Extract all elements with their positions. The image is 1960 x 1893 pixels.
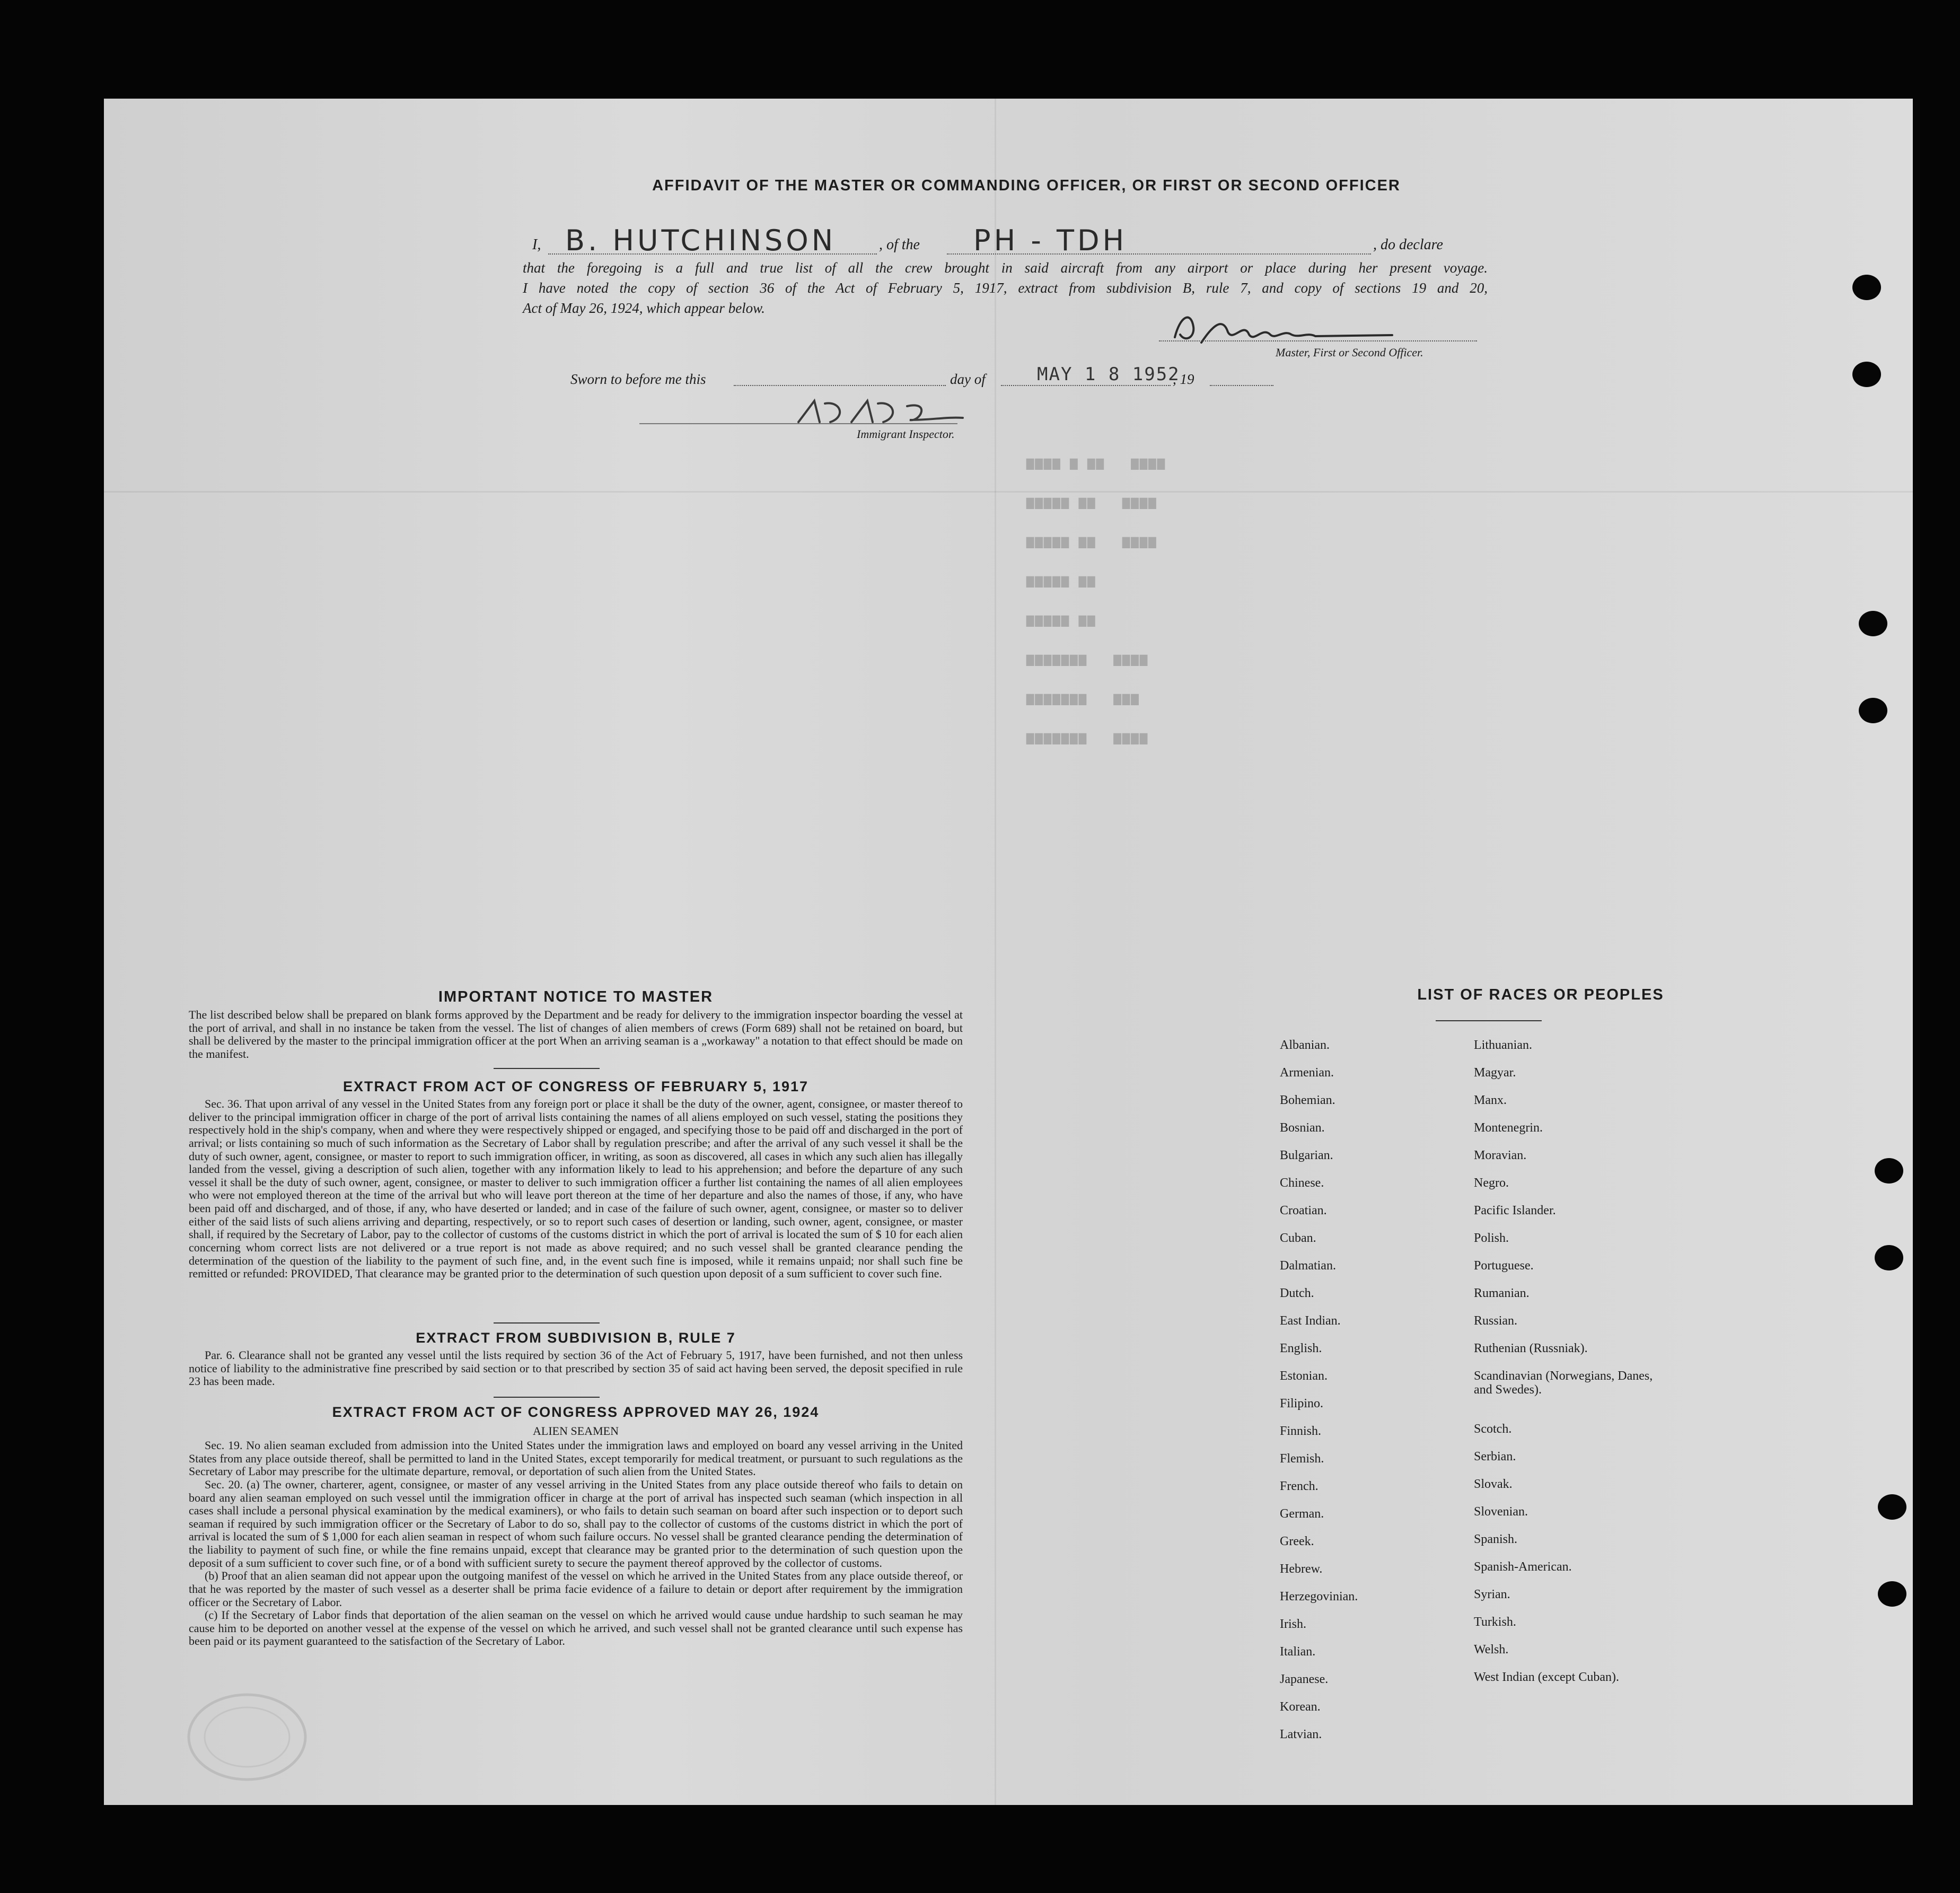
race-item: Slovak.	[1474, 1477, 1513, 1491]
races-title: LIST OF RACES OR PEOPLES	[1417, 986, 1664, 1003]
binder-hole	[1875, 1158, 1903, 1184]
race-item: Hebrew.	[1280, 1562, 1323, 1576]
extract-1924-subtitle: ALIEN SEAMEN	[533, 1424, 619, 1438]
race-item: Rumanian.	[1474, 1286, 1530, 1300]
race-item: Croatian.	[1280, 1204, 1327, 1217]
binder-hole	[1852, 275, 1881, 300]
year-prefix: , 19	[1173, 371, 1194, 387]
master-caption: Master, First or Second Officer.	[1276, 346, 1423, 359]
inspector-caption: Immigrant Inspector.	[857, 427, 955, 441]
race-item: Ruthenian (Russniak).	[1474, 1342, 1588, 1355]
race-item: Scotch.	[1474, 1422, 1512, 1436]
inspector-signature-line	[639, 423, 957, 424]
race-item: Greek.	[1280, 1535, 1314, 1548]
race-item: Portuguese.	[1474, 1259, 1534, 1273]
race-item: East Indian.	[1280, 1314, 1341, 1328]
race-item: German.	[1280, 1507, 1324, 1521]
affidavit-title: AFFIDAVIT OF THE MASTER OR COMMANDING OFFICER, OR FIRST OR SECOND OFFICER	[652, 177, 1401, 194]
race-item: Montenegrin.	[1474, 1121, 1543, 1135]
race-item: Latvian.	[1280, 1728, 1322, 1741]
race-item: Turkish.	[1474, 1615, 1516, 1629]
race-item: Welsh.	[1474, 1643, 1509, 1657]
date-stamp: MAY 1 8 1952	[1037, 364, 1180, 385]
extract-1924-sec20c: (c) If the Secretary of Labor finds that deportation of the alien seaman on the vessel on which he arrived would cause undue hardship to such seaman he may cause him to be deported on another vessel at the expense of the vessel on which he arrived, and such vessel shall not be granted clearance until such expense has been paid or its payment guaranteed to the satisfaction of the Secretary of Labor.	[189, 1608, 963, 1648]
section-divider	[494, 1322, 600, 1324]
document-sheet: ▆▆▆▆ ▆ ▆▆ ▆▆▆▆ ▆▆▆▆▆ ▆▆ ▆▆▆▆ ▆▆▆▆▆ ▆▆ ▆▆▆▆ ▆▆▆▆▆ ▆▆ ▆▆▆▆▆ ▆▆ ▆▆▆▆▆▆▆ ▆▆▆▆ ▆▆▆▆▆▆▆ ▆▆▆ ▆▆▆▆▆▆▆ ▆▆▆▆ AFFIDAVIT OF THE MASTER OR COMMANDING OFFICER, OR FIRST OR SECOND OFFICER I, B. HUTCHINSON , of the PH - TDH , do declare that the foregoing is a full and true list of all the crew brought in said aircraft from any airport or place during her present voyage. I have noted the copy of section 36 of the Act of February 5, 1917, extract from subdivision B, rule 7, and copy of sections 19 and 20, Act of May 26, 1924, which appear below. Master, First or Second Officer. Sworn to before me this day of MAY 1 8 1952 , 19 Immigrant Inspector. IMPORTANT NOTICE TO MASTER The list described below shall be prepared on blank forms approved by the Department and be ready for delivery to the immigration inspector boarding the vessel at the port of arrival, and shall in no instance be taken from the vessel. The list of changes of alien members of crews (Form 689) shall not be retained on board, but shall be delivered by the master to the principal immigration officer at the port When an arriving seaman is a „workaway" a notation to that effect should be made on the manifest. EXTRACT FROM ACT OF CONGRESS OF FEBRUARY 5, 1917 Sec. 36. That upon arrival of any vessel in the United States from any foreign port or place it shall be the duty of the owner, agent, consignee, or master thereof to deliver to the principal immigration officer in charge of the port of arrival lists containing the names of all aliens employed on such vessel, stating the positions they respectively hold in the ship's company, when and where they were respectively shipped or engaged, and specifying those to be paid off and discharged in the port of arrival; or lists containing so much of such information as the Secretary of Labor shall by regulation prescribe; and after the arrival of any such vessel it shall be the duty of such owner, agent, consignee, or master to report to such immigration officer, in writing, as soon as discovered, all cases in which any such alien has illegally landed from the vessel, giving a description of such alien, together with any information likely to lead to his apprehension; and before the departure of any such vessel it shall be the duty of such owner, agent, consignee, or master to deliver to such immigration officer a further list containing the names of all alien employees who were not employed thereon at the time of the arrival but who will leave port thereon at the time of her departure and also the names of those, if any, who have been paid off and discharged, and of those, if any, who have deserted or landed; and in case of the failure of such owner, agent, consignee, or master so to deliver either of the said lists of such aliens arriving and departing, respectively, or so to report such cases of desertion or landing, such owner, agent, consignee, or master shall, if required by the Secretary of Labor, pay to the collector of customs of the customs district in which the port of arrival is located the sum of $ 10 for each alien concerning whom correct lists are not delivered or a true report is not made as above required; and no such vessel shall be granted clearance pending the determination of the question of the liability to the payment of such fine, and, in the event such fine is imposed, while it remains unpaid; nor shall such fine be remitted or refunded: PROVIDED, That clearance may be granted prior to the determination of such question upon deposit of a sum sufficient to cover such fine. EXTRACT FROM SUBDIVISION B, RULE 7 Par. 6. Clearance shall not be granted any vessel until the lists required by section 36 of the Act of February 5, 1917, have been furnished, and not then unless notice of liability to the administrative fine prescribed by said section or to that prescribed by section 35 of said act having been served, the deposit specified in rule 23 has been made. EXTRACT FROM ACT OF CONGRESS APPROVED MAY 26, 1924 ALIEN SEAMEN Sec. 19. No alien seaman excluded from admission into the United States under the immigration laws and employed on board any vessel arriving in the United States from any place outside thereof, shall be permitted to land in the United States, except temporarily for medical treatment, or pursuant to such regulations as the Secretary of Labor may prescribe for the ultimate departure, removal, or deportation of such alien from the United States. Sec. 20. (a) The owner, charterer, agent, consignee, or master of any vessel arriving in the United States from any place outside thereof who fails to detain on board any alien seaman employed on such vessel until the immigration officer in charge at the port of arrival has inspected such seaman (which inspection in all cases shall include a personal physical examination by the medical examiners), or who fails to detain such seaman on board after such inspection or to deport such seaman if required by such immigration officer or the Secretary of Labor to do so, shall pay to the collector of customs of the customs district in which the port of arrival is located the sum of $ 1,000 for each alien seaman in respect of whom such failure occurs. No vessel shall be granted clearance pending the determination of the liability to payment of such fine, or while the fine remains unpaid, except that clearance may be granted prior to the determination of such question upon the deposit of a sum sufficient to cover such fine, or of a bond with sufficient surety to secure the payment thereof approved by the collector of customs. (b) Proof that an alien seaman did not appear upon the outgoing manifest of the vessel on which he arrived in the United States from any place outside thereof, or that he was reported by the master of such vessel as a deserter shall be prima facie evidence of a failure to detain or deport after requirement by the immigration officer or the Secretary of Labor. (c) If the Secretary of Labor finds that deportation of the alien seaman on the vessel on which he arrived would cause undue hardship to such seaman he may cause him to be deported on another vessel at the expense of the vessel on which he arrived, and such vessel shall not be granted clearance until such expense has been paid or its payment guaranteed to the satisfaction of the Secretary of Labor. LIST OF RACES OR PEOPLES Albanian. Armenian. Bohemian. Bosnian. Bulgarian. Chinese. Croatian. Cuban. Dalmatian. Dutch. East Indian. English. Estonian. Filipino. Finnish. Flemish. French. German. Greek. Hebrew. Herzegovinian. Irish. Italian. Japanese. Korean. Latvian. Lithuanian. Magyar. Manx. Montenegrin. Moravian. Negro. Pacific Islander. Polish. Portuguese. Rumanian. Russian. Ruthenian (Russniak). Scandinavian (Norwegians, Danes, and Swedes). Scotch. Serbian. Slovak. Slovenian. Spanish. Spanish-American. Syrian. Turkish. Welsh. West Indian (except Cuban).	[104, 99, 1913, 1805]
affidavit-statement-line1: that the foregoing is a full and true list of all the crew brought in said aircraft from any airport or place during her present voyage.	[523, 260, 1488, 276]
affidavit-statement-line3: Act of May 26, 1924, which appear below.	[523, 300, 765, 316]
race-item: Pacific Islander.	[1474, 1204, 1556, 1217]
do-declare-label: , do declare	[1373, 236, 1443, 253]
extract-1924-sec20b: (b) Proof that an alien seaman did not appear upon the outgoing manifest of the vessel on which he arrived in the United States from any place outside thereof, or that he was reported by the master of such vessel as a deserter shall be prima facie evidence of a failure to detain or deport after requirement by the immigration officer or the Secretary of Labor.	[189, 1569, 963, 1609]
embossed-seal	[183, 1689, 311, 1785]
races-title-rule	[1436, 1020, 1542, 1021]
section-divider	[494, 1397, 600, 1398]
extract-1917-title: EXTRACT FROM ACT OF CONGRESS OF FEBRUARY 5, 1917	[342, 1079, 809, 1094]
inspector-signature	[793, 385, 984, 433]
sworn-year-line	[1210, 385, 1273, 386]
fold-line-vertical	[995, 99, 996, 1805]
race-item: Russian.	[1474, 1314, 1518, 1328]
race-item: Finnish.	[1280, 1424, 1322, 1438]
master-signature-line	[1159, 340, 1477, 341]
binder-hole	[1852, 362, 1881, 387]
officer-name-handwritten: B. HUTCHINSON	[565, 224, 837, 257]
race-item: Spanish.	[1474, 1532, 1518, 1546]
extract-1917-body: Sec. 36. That upon arrival of any vessel in the United States from any foreign port or place it shall be the duty of the owner, agent, consignee, or master thereof to deliver to the principal immigration officer in charge of the port of arrival lists containing the names of all aliens employed on such vessel, stating the positions they respectively hold in the ship's company, when and where they were respectively shipped or engaged, and specifying those to be paid off and discharged in the port of arrival; or lists containing so much of such information as the Secretary of Labor shall by regulation prescribe; and after the arrival of any such vessel it shall be the duty of such owner, agent, consignee, or master to report to such immigration officer, in writing, as soon as discovered, all cases in which any such alien has illegally landed from the vessel, giving a description of such alien, together with any information likely to lead to his apprehension; and before the departure of any such vessel it shall be the duty of such owner, agent, consignee, or master to deliver to such immigration officer a further list containing the names of all alien employees who were not employed thereon at the time of the arrival but who will leave port thereon at the time of her departure and also the names of those, if any, who have been paid off and discharged, and of those, if any, who have deserted or landed; and in case of the failure of such owner, agent, consignee, or master so to deliver either of the said lists of such aliens arriving and departing, respectively, or so to report such cases of desertion or landing, such owner, agent, consignee, or master shall, if required by the Secretary of Labor, pay to the collector of customs of the customs district in which the port of arrival is located the sum of $ 10 for each alien concerning whom correct lists are not delivered or a true report is not made as above required; and no such vessel shall be granted clearance pending the determination of the question of the liability to the payment of such fine, and, in the event such fine is imposed, while it remains unpaid; nor shall such fine be remitted or refunded: PROVIDED, That clearance may be granted prior to the determination of such question upon deposit of a sum sufficient to cover such fine.	[189, 1097, 963, 1281]
binder-hole	[1859, 698, 1887, 723]
section-divider	[494, 1068, 600, 1069]
sworn-month-line	[1001, 385, 1171, 386]
race-item: West Indian (except Cuban).	[1474, 1670, 1619, 1684]
race-item: English.	[1280, 1342, 1322, 1355]
affidavit-i-label: I,	[532, 236, 541, 253]
binder-hole	[1875, 1245, 1903, 1270]
extract-rule7-body: Par. 6. Clearance shall not be granted any vessel until the lists required by section 36 of the Act of February 5, 1917, have been furnished, and not then unless notice of liability to the administrative fine prescribed by said section or to that prescribed by section 35 of said act having been served, the deposit specified in rule 23 has been made.	[189, 1348, 963, 1388]
race-item: Scandinavian (Norwegians, Danes, and Swedes).	[1474, 1369, 1653, 1397]
aircraft-registration-handwritten: PH - TDH	[973, 224, 1128, 257]
race-item: Albanian.	[1280, 1038, 1330, 1052]
race-item: Italian.	[1280, 1645, 1316, 1659]
race-item: Negro.	[1474, 1176, 1509, 1190]
binder-hole	[1878, 1581, 1906, 1607]
race-item: Serbian.	[1474, 1450, 1516, 1463]
race-item: Lithuanian.	[1474, 1038, 1532, 1052]
race-item: Manx.	[1474, 1093, 1507, 1107]
race-item: Estonian.	[1280, 1369, 1328, 1383]
race-item: Korean.	[1280, 1700, 1321, 1714]
race-item: Herzegovinian.	[1280, 1590, 1358, 1603]
extract-rule7-title: EXTRACT FROM SUBDIVISION B, RULE 7	[416, 1330, 736, 1346]
binder-hole	[1859, 611, 1887, 636]
extract-1924-sec19: Sec. 19. No alien seaman excluded from admission into the United States under the immigration laws and employed on board any vessel arriving in the United States from any place outside thereof, shall be permitted to land in the United States, except temporarily for medical treatment, or pursuant to such regulations as the Secretary of Labor may prescribe for the ultimate departure, removal, or deportation of such alien from the United States.	[189, 1439, 963, 1478]
day-of-label: day of	[950, 371, 986, 387]
affidavit-statement-line2: I have noted the copy of section 36 of the Act of February 5, 1917, extract from subdivision B, rule 7, and copy of sections 19 and 20,	[523, 280, 1488, 296]
race-item: Spanish-American.	[1474, 1560, 1572, 1574]
fold-line-horizontal	[104, 491, 1913, 493]
race-item: Armenian.	[1280, 1066, 1334, 1080]
notice-body: The list described below shall be prepared on blank forms approved by the Department and be ready for delivery to the immigration inspector boarding the vessel at the port of arrival, and shall in no instance be taken from the vessel. The list of changes of alien members of crews (Form 689) shall not be retained on board, but shall be delivered by the master to the principal immigration officer at the port When an arriving seaman is a „workaway" a notation to that effect should be made on the manifest.	[189, 1008, 963, 1061]
binder-hole	[1878, 1494, 1906, 1520]
race-item: Polish.	[1474, 1231, 1509, 1245]
race-item: French.	[1280, 1479, 1319, 1493]
race-item: Irish.	[1280, 1617, 1306, 1631]
race-item: Bohemian.	[1280, 1093, 1335, 1107]
notice-title: IMPORTANT NOTICE TO MASTER	[438, 988, 714, 1005]
race-item: Bulgarian.	[1280, 1149, 1333, 1162]
race-item: Filipino.	[1280, 1397, 1324, 1410]
sworn-label: Sworn to before me this	[570, 371, 706, 387]
extract-1924-body	[189, 1439, 963, 1648]
race-item: Japanese.	[1280, 1672, 1329, 1686]
extract-1924-title: EXTRACT FROM ACT OF CONGRESS APPROVED MAY 26, 1924	[332, 1404, 820, 1420]
race-item: Cuban.	[1280, 1231, 1316, 1245]
extract-1924-sec20a: Sec. 20. (a) The owner, charterer, agent, consignee, or master of any vessel arriving in the United States from any place outside thereof who fails to detain on board any alien seaman employed on such vessel until the immigration officer in charge at the port of arrival has inspected such seaman (which inspection in all cases shall include a personal physical examination by the medical examiners), or who fails to detain such seaman on board after such inspection or to deport such seaman if required by such immigration officer or the Secretary of Labor to do so, shall pay to the collector of customs of the customs district in which the port of arrival is located the sum of $ 1,000 for each alien seaman in respect of whom such failure occurs. No vessel shall be granted clearance pending the determination of the liability to payment of such fine, or while the fine remains unpaid, except that clearance may be granted prior to the determination of such question upon the deposit of a sum sufficient to cover such fine, or of a bond with sufficient surety to secure the payment thereof approved by the collector of customs.	[189, 1477, 963, 1570]
race-item: Chinese.	[1280, 1176, 1324, 1190]
race-item: Flemish.	[1280, 1452, 1324, 1466]
of-the-label: , of the	[879, 236, 920, 253]
race-item: Dutch.	[1280, 1286, 1314, 1300]
race-item: Moravian.	[1474, 1149, 1527, 1162]
race-item: Bosnian.	[1280, 1121, 1325, 1135]
race-item: Slovenian.	[1474, 1505, 1528, 1519]
race-item: Syrian.	[1474, 1588, 1510, 1601]
race-item: Magyar.	[1474, 1066, 1516, 1080]
race-item: Dalmatian.	[1280, 1259, 1336, 1273]
